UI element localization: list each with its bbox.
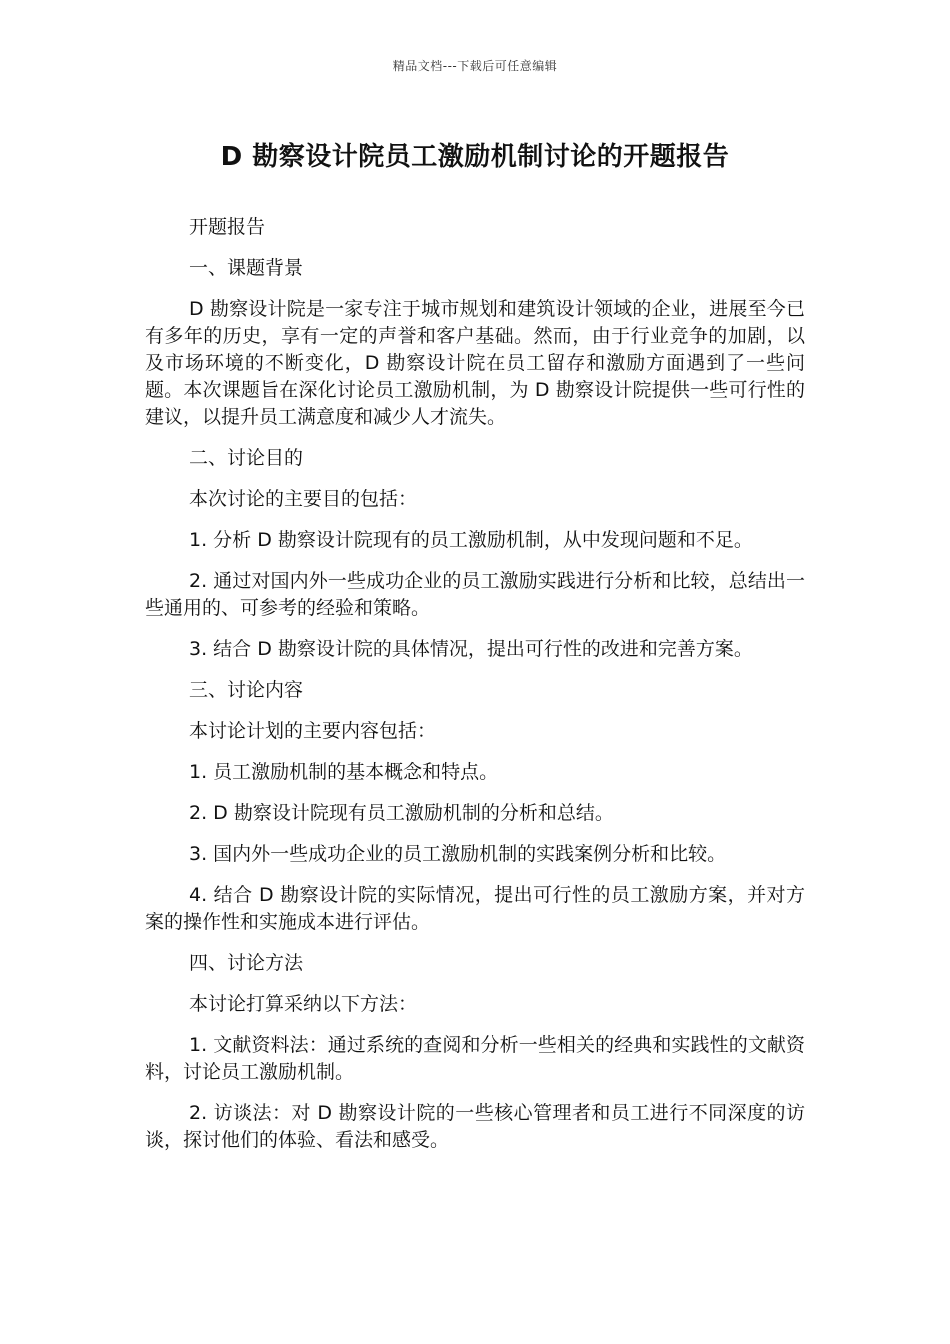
section-heading-method: 四、讨论方法 — [189, 952, 304, 974]
heading-report: 开题报告 — [189, 216, 266, 238]
list-item-purpose-1: 1. 分析 D 勘察设计院现有的员工激励机制，从中发现问题和不足。 — [189, 529, 753, 551]
document-title: D 勘察设计院员工激励机制讨论的开题报告 — [220, 142, 730, 172]
section-heading-background: 一、课题背景 — [189, 257, 304, 279]
list-item-method-1: 1. 文献资料法：通过系统的查阅和分析一些相关的经典和实践性的文献资料，讨论员工激励机制。 — [145, 1034, 805, 1083]
section-heading-purpose: 二、讨论目的 — [189, 447, 304, 469]
list-item-purpose-3: 3. 结合 D 勘察设计院的具体情况，提出可行性的改进和完善方案。 — [189, 638, 753, 660]
header-note: 精品文档---下载后可任意编辑 — [392, 59, 558, 73]
paragraph-content-intro: 本讨论计划的主要内容包括： — [189, 720, 437, 742]
section-heading-content: 三、讨论内容 — [189, 679, 304, 701]
document-body — [145, 214, 805, 1168]
paragraph-background: D 勘察设计院是一家专注于城市规划和建筑设计领域的企业，进展至今已有多年的历史，享有一定的声誉和客户基础。然而，由于行业竞争的加剧，以及市场环境的不断变化，D 勘察设计院在员工留存和激励方面遇到了一些问题。本次课题旨在深化讨论员工激励机制，为 D 勘察设计院提供一些可行性的建议，以提升员工满意度和减少人才流失。 — [145, 298, 805, 428]
paragraph-purpose-intro: 本次讨论的主要目的包括： — [189, 488, 418, 510]
list-item-content-1: 1. 员工激励机制的基本概念和特点。 — [189, 761, 499, 783]
list-item-content-4: 4. 结合 D 勘察设计院的实际情况，提出可行性的员工激励方案，并对方案的操作性和实施成本进行评估。 — [145, 884, 805, 933]
list-item-purpose-2: 2. 通过对国内外一些成功企业的员工激励实践进行分析和比较，总结出一些通用的、可参考的经验和策略。 — [145, 570, 805, 619]
list-item-method-2: 2. 访谈法：对 D 勘察设计院的一些核心管理者和员工进行不同深度的访谈，探讨他们的体验、看法和感受。 — [145, 1102, 805, 1151]
paragraph-method-intro: 本讨论打算采纳以下方法： — [189, 993, 418, 1015]
list-item-content-2: 2. D 勘察设计院现有员工激励机制的分析和总结。 — [189, 802, 614, 824]
list-item-content-3: 3. 国内外一些成功企业的员工激励机制的实践案例分析和比较。 — [189, 843, 727, 865]
